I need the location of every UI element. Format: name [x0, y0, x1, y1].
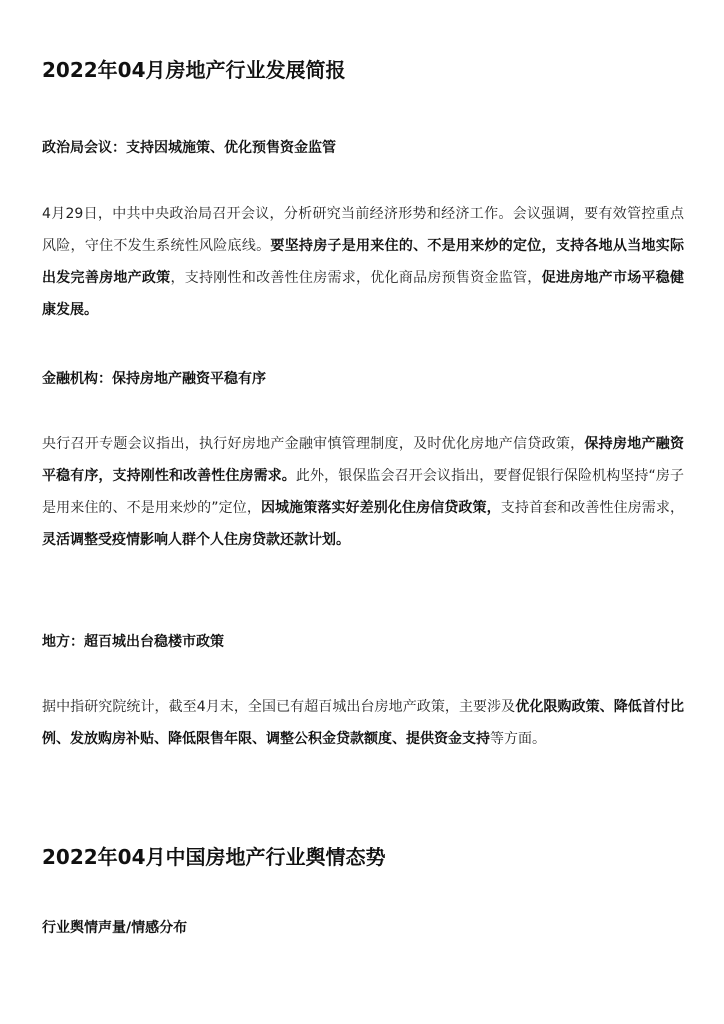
- bold-segment: 优化限购政策、降低首付比例、发放购房补贴、降低限售年限、调整公积金贷款额度、提供资金支持: [42, 699, 685, 747]
- heading-financial-institutions: 金融机构：保持房地产融资平稳有序: [42, 371, 266, 387]
- text-segment: 据中指研究院统计，截至4月末，全国已有超百城出台房地产政策，主要涉及: [42, 699, 516, 715]
- section-title-sentiment: 2022年04月中国房地产行业舆情态势: [42, 845, 386, 869]
- text-segment: 央行召开专题会议指出，执行好房地产金融审慎管理制度，及时优化房地产信贷政策，: [42, 436, 585, 452]
- text-segment: 此外，银保监会召开会议指出，要督促银行保险机构坚持“房子是用来住的、不是用来炒的”定位，: [42, 468, 684, 516]
- text-segment: 支持首套和改善性住房需求，: [500, 500, 684, 516]
- text-segment: 等方面。: [490, 731, 546, 747]
- bold-segment: 因城施策落实好差别化住房信贷政策，: [260, 500, 501, 516]
- bold-segment: 灵活调整受疫情影响人群个人住房贷款还款计划。: [42, 532, 350, 548]
- paragraph-local-policies: [42, 691, 684, 755]
- bold-segment: 促进房地产市场平稳健康发展。: [42, 270, 685, 318]
- text-segment: ，支持刚性和改善性住房需求，优化商品房预售资金监管，: [170, 270, 542, 286]
- heading-politburo-meeting: 政治局会议：支持因城施策、优化预售资金监管: [42, 140, 336, 156]
- heading-local-policies: 地方：超百城出台稳楼市政策: [42, 634, 224, 650]
- paragraph-politburo-meeting: [42, 198, 684, 326]
- section-title-briefing: 2022年04月房地产行业发展简报: [42, 58, 346, 82]
- bold-segment: 要坚持房子是用来住的、不是用来炒的定位，支持各地从当地实际出发完善房地产政策: [42, 238, 685, 286]
- text-segment: 4月29日，中共中央政治局召开会议，分析研究当前经济形势和经济工作。会议强调，要有效管控重点风险，守住不发生系统性风险底线。: [42, 206, 684, 254]
- bold-segment: 保持房地产融资平稳有序，支持刚性和改善性住房需求。: [42, 436, 685, 484]
- paragraph-financial-institutions: [42, 428, 684, 556]
- heading-sentiment-distribution: 行业舆情声量/情感分布: [42, 920, 188, 936]
